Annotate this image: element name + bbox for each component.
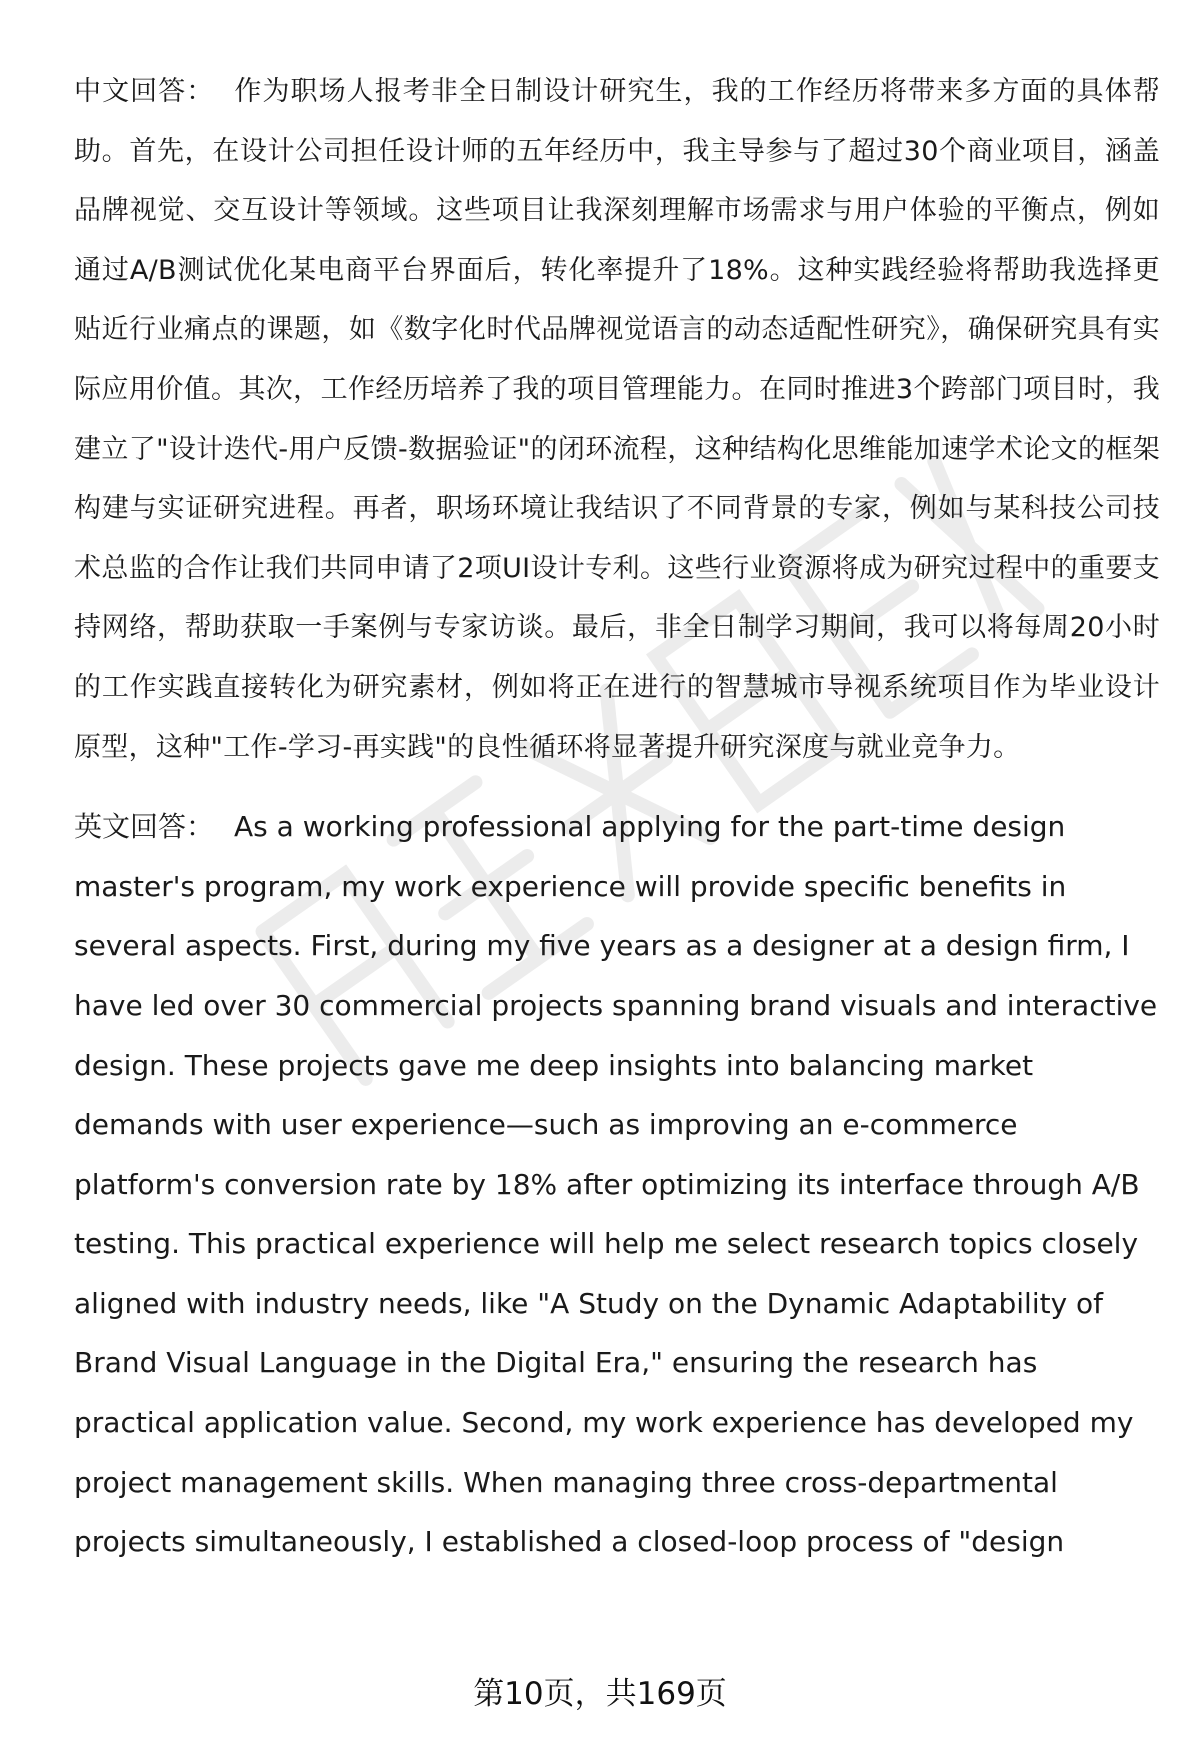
chinese-answer-label: 中文回答：: [74, 76, 215, 107]
chinese-answer-text: 作为职场人报考非全日制设计研究生，我的工作经历将带来多方面的具体帮助。首先，在设计公司担任设计师的五年经历中，我主导参与了超过30个商业项目，涵盖品牌视觉、交互设计等领域。这些项目让我深刻理解市场需求与用户体验的平衡点，例如通过A/B测试优化某电商平台界面后，转化率提升了18%。这种实践经验将帮助我选择更贴近行业痛点的课题，如《数字化时代品牌视觉语言的动态适配性研究》，确保研究具有实际应用价值。其次，工作经历培养了我的项目管理能力。在同时推进3个跨部门项目时，我建立了"设计迭代-用户反馈-数据验证"的闭环流程，这种结构化思维能加速学术论文的框架构建与实证研究进程。再者，职场环境让我结识了不同背景的专家，例如与某科技公司技术总监的合作让我们共同申请了2项UI设计专利。这些行业资源将成为研究过程中的重要支持网络，帮助获取一手案例与专家访谈。最后，非全日制学习期间，我可以将每周20小时的工作实践直接转化为研究素材，例如将正在进行的智慧城市导视系统项目作为毕业设计原型，这种"工作-学习-再实践"的良性循环将显著提升研究深度与就业竞争力。: [74, 76, 1161, 763]
page-number-footer: 第10页，共169页: [473, 1676, 727, 1712]
english-answer-text: As a working professional applying for the part-time design master's program, my work experience will provide specific benefits in several aspects. First, during my five years as a designer at a design firm, I have led over 30 commercial projects spanning brand visuals and interactive design. These projects gave me deep insights into balancing market demands with user experience—such as improving an e-commerce platform's conversion rate by 18% after optimizing its interface through A/B testing. This practical experience will help me select research topics closely aligned with industry needs, like "A Study on the Dynamic Adaptability of Brand Visual Language in the Digital Era," ensuring the research has practical application value. Second, my work experience has developed my project management skills. When managing three cross-departmental projects simultaneously, I established a closed-loop process of "design: [74, 810, 1158, 1559]
english-answer-label: 英文回答：: [74, 810, 215, 844]
chinese-answer-paragraph: [74, 62, 1160, 777]
english-answer-paragraph: [74, 797, 1160, 1572]
document-body: [74, 62, 1160, 1572]
